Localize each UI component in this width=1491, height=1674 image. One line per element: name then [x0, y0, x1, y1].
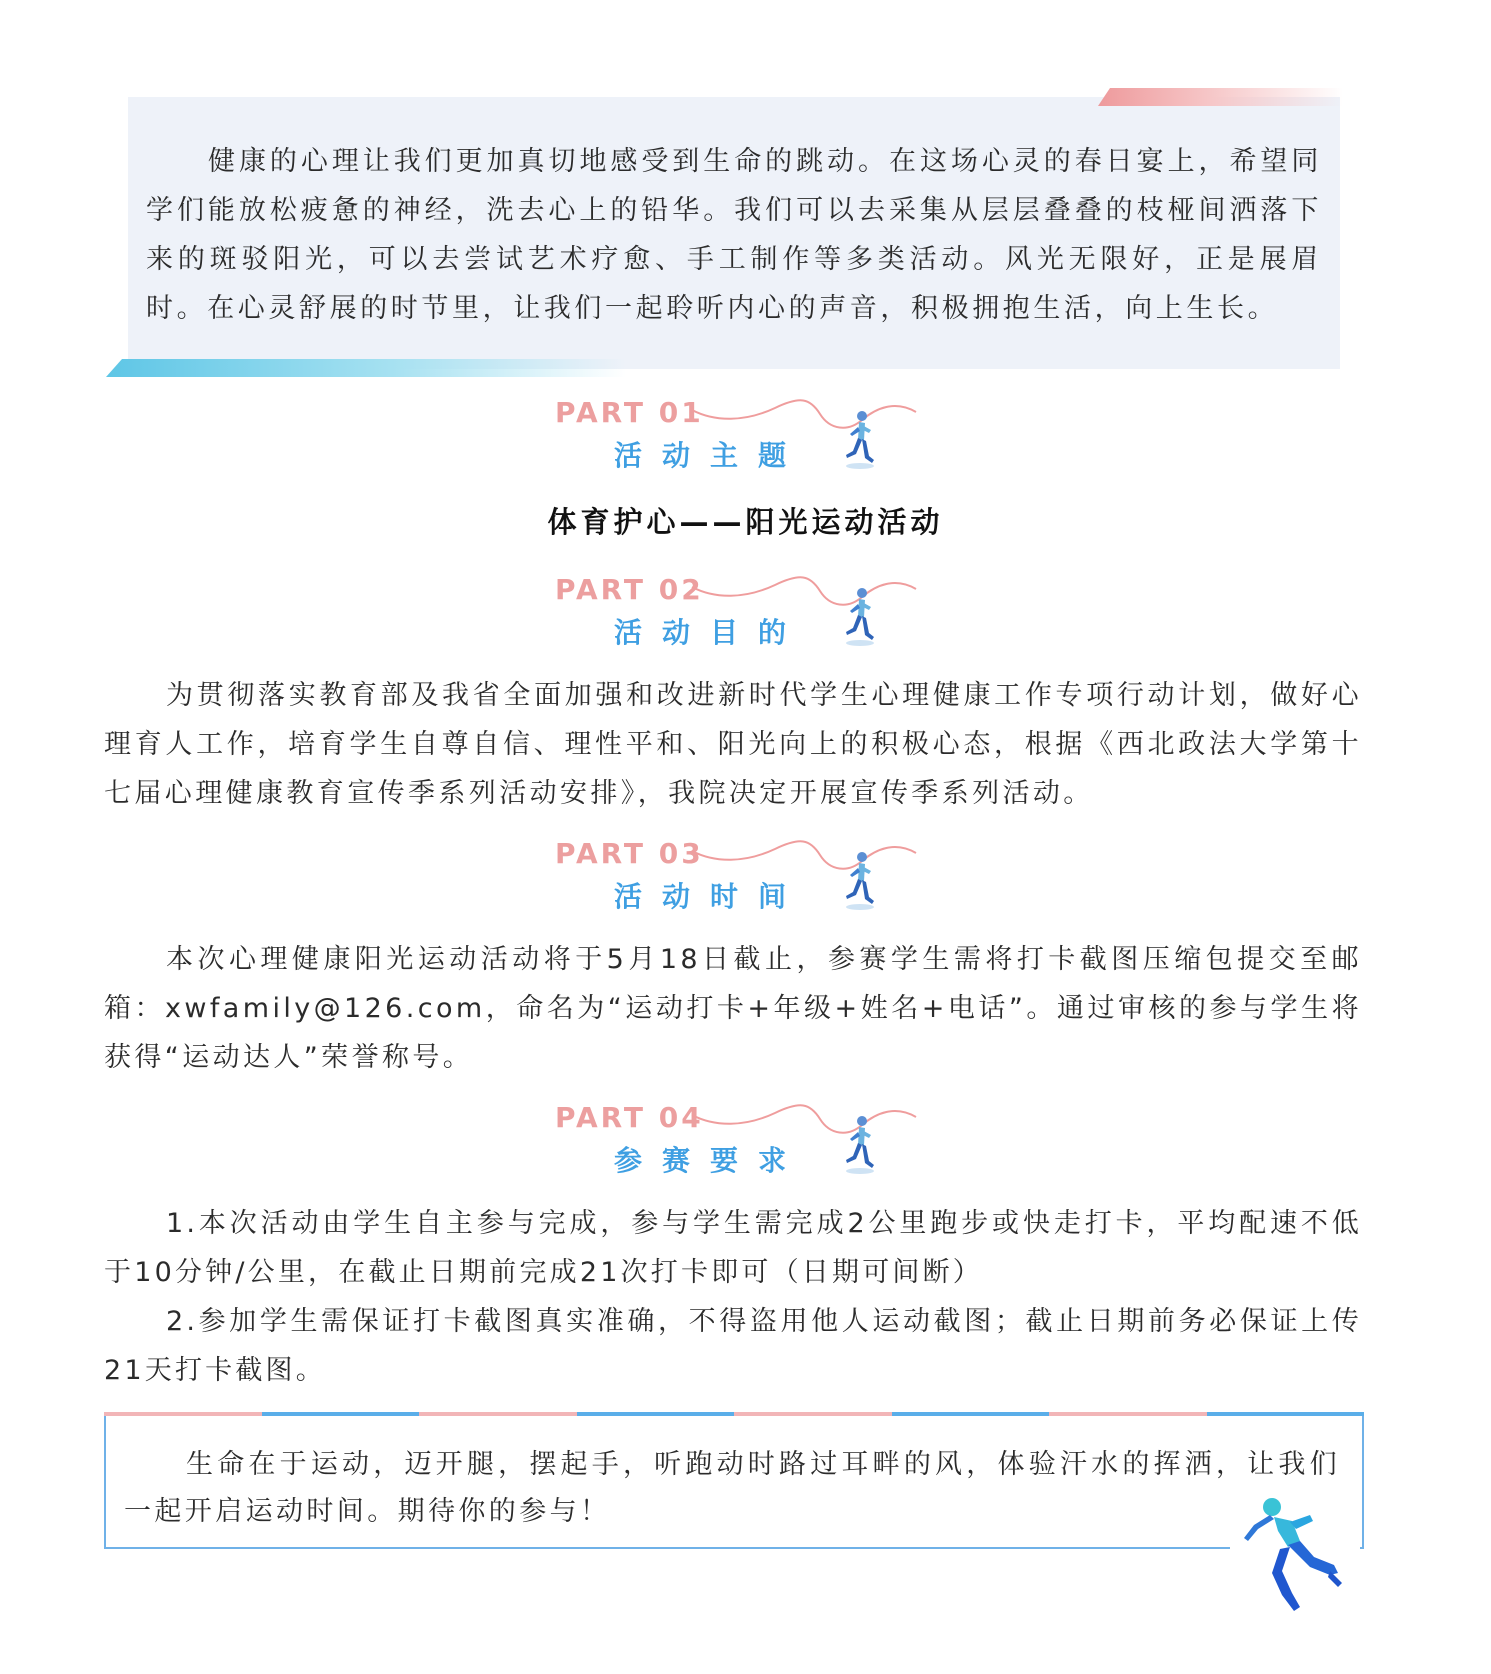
running-figure-icon	[838, 851, 878, 913]
requirement-item: 1.本次活动由学生自主参与完成，参与学生需完成2公里跑步或快走打卡，平均配速不低于10分钟/公里，在截止日期前完成21次打卡即可（日期可间断）	[104, 1208, 1362, 1288]
wave-line-icon	[690, 573, 920, 617]
running-figure-icon	[838, 587, 878, 649]
intro-paragraph: 健康的心理让我们更加真切地感受到生命的跳动。在这场心灵的春日宴上，希望同学们能放松疲惫的神经，洗去心上的铅华。我们可以去采集从层层叠叠的枝桠间洒落下来的斑驳阳光，可以去尝试艺术疗愈、手工制作等多类活动。风光无限好，正是展眉时。在心灵舒展的时节里，让我们一起聆听内心的声音，积极拥抱生活，向上生长。	[146, 146, 1322, 324]
activity-theme: 体育护心——阳光运动活动	[547, 505, 944, 539]
wave-line-icon	[690, 1101, 920, 1145]
section-title: 活动时间	[614, 880, 807, 913]
running-figure-icon	[838, 410, 878, 472]
section-title: 参赛要求	[614, 1144, 807, 1177]
part-label: PART 02	[555, 573, 704, 606]
purpose-paragraph: 为贯彻落实教育部及我省全面加强和改进新时代学生心理健康工作专项行动计划，做好心理育人工作，培育学生自尊自信、理性平和、阳光向上的积极心态，根据《西北政法大学第十七届心理健康教育宣传季系列活动安排》，我院决定开展宣传季系列活动。	[104, 680, 1362, 809]
section-title: 活动目的	[614, 616, 807, 649]
requirements-list	[104, 1199, 1362, 1395]
section-heading-part-04	[555, 1101, 915, 1185]
part-label: PART 01	[555, 396, 704, 429]
section-heading-part-01	[555, 396, 915, 480]
part-label: PART 04	[555, 1101, 704, 1134]
wave-line-icon	[690, 837, 920, 881]
section-heading-part-02	[555, 573, 915, 657]
closing-paragraph: 生命在于运动，迈开腿，摆起手，听跑动时路过耳畔的风，体验汗水的挥洒，让我们一起开启运动时间。期待你的参与！	[124, 1449, 1340, 1527]
part-label: PART 03	[555, 837, 704, 870]
section-title: 活动主题	[614, 439, 807, 472]
time-paragraph: 本次心理健康阳光运动活动将于5月18日截止，参赛学生需将打卡截图压缩包提交至邮箱：xwfamily@126.com，命名为“运动打卡+年级+姓名+电话”。通过审核的参与学生将获得“运动达人”荣誉称号。	[104, 944, 1362, 1073]
running-figure-icon	[1230, 1495, 1360, 1615]
intro-top-accent-bar	[1098, 88, 1343, 106]
requirement-item: 2.参加学生需保证打卡截图真实准确，不得盗用他人运动截图；截止日期前务必保证上传21天打卡截图。	[104, 1306, 1362, 1386]
intro-bottom-accent-bar	[106, 359, 626, 377]
running-figure-icon	[838, 1115, 878, 1177]
section-heading-part-03	[555, 837, 915, 921]
wave-line-icon	[690, 396, 920, 440]
